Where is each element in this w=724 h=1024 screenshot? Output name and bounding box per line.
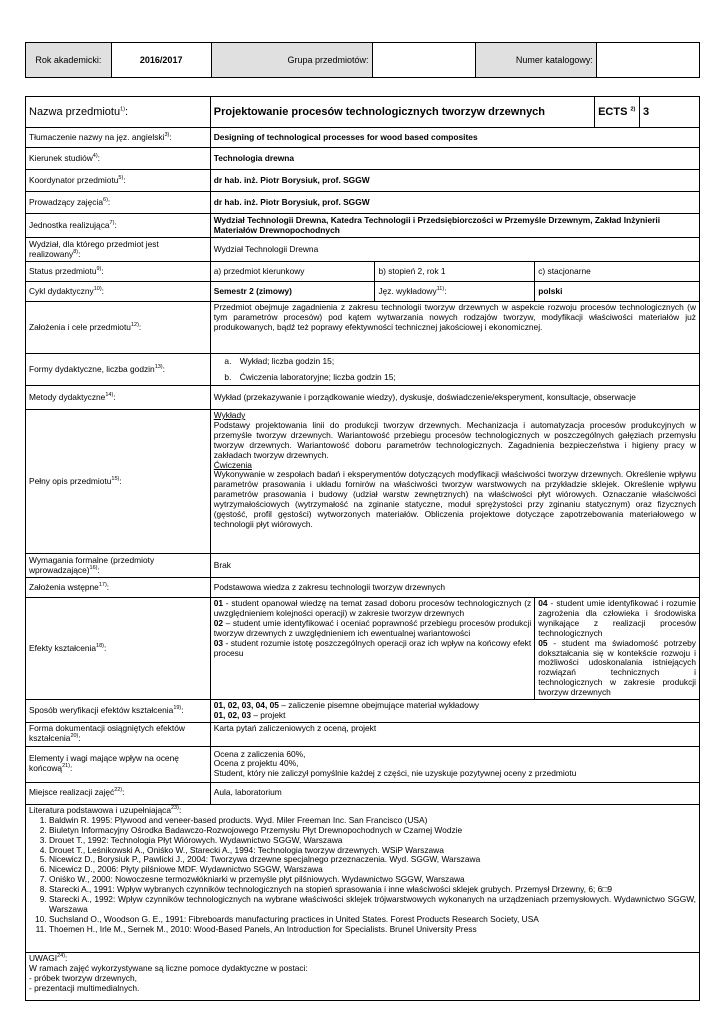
zalozenia-label: Założenia i cele przedmiotu$^{12)}$: bbox=[26, 302, 211, 354]
literatura-item: 7. Oniśko W., 2000: Nowoczesne termozwłókniarki w przemyśle płyt pilśniowych. Wydawnictwo SGGW, Warszawa bbox=[49, 875, 696, 885]
metody-value: Wykład (przekazywanie i porządkowanie wiedzy), dyskusje, doświadczenie/eksperyment, konsultacje, obserwacje bbox=[210, 386, 699, 410]
elementy-value: Ocena z zaliczenia 60%, Ocena z projektu 40%, Student, który nie zaliczył pomyślnie każdej z części, nie uzyskuje pozytywnej oceny z przedmiotu bbox=[210, 746, 699, 782]
literatura-cell bbox=[26, 804, 700, 952]
koordynator-value: dr hab. inż. Piotr Borysiuk, prof. SGGW bbox=[210, 170, 699, 192]
efekty-right bbox=[535, 598, 700, 700]
jednostka-value: Wydział Technologii Drewna, Katedra Technologii i Przedsiębiorczości w Przemyśle Drzewnym, Zakład Inżynierii Materiałów Drewnopochodnych bbox=[210, 214, 699, 238]
grupa-value bbox=[372, 43, 475, 78]
status-b: b) stopień 2, rok 1 bbox=[375, 262, 535, 282]
forma-item: a. Wykład; liczba godzin 15; bbox=[234, 357, 696, 367]
efekt-item: 04 - student umie identyfikować i rozumie zagrożenia dla człowieka i środowiska wynikające z realizacji procesów technologicznych bbox=[538, 598, 696, 638]
literatura-item: 10. Suchsland O., Woodson G. E., 1991: Fibreboards manufacturing practices in United States. Forest Products Research Society, USA bbox=[49, 915, 696, 925]
efekty-left bbox=[210, 598, 534, 700]
opis-cwiczenia-heading: Ćwiczenia bbox=[213, 459, 252, 470]
literatura-item: 11. Thoemen H., Irle M., Sernek M., 2010: Wood-Based Panels, An Introduction for Specialists. Brunel University Press bbox=[49, 925, 696, 935]
literatura-item: 1. Baldwin R. 1995: Plywood and veneer-based products. Wyd. Miler Freeman Inc. San Francisco (USA) bbox=[49, 816, 696, 826]
efekt-item: 05 - student ma świadomość potrzeby dokształcania się w kontekście rozwoju i możliwości udoskonalania istniejących rozwiązań technicznych i technologicznych w zakresie produkcji tworzyw drzewnych bbox=[538, 637, 696, 698]
forma-item: b. Ćwiczenia laboratoryjne; liczba godzin 15; bbox=[234, 373, 696, 383]
nazwa-value: Projektowanie procesów technologicznych tworzyw drzewnych bbox=[210, 97, 594, 128]
zal-wstepne-label: Założenia wstępne$^{17)}$: bbox=[26, 578, 211, 598]
opis-label: Pełny opis przedmiotu$^{15)}$: bbox=[26, 410, 211, 554]
literatura-item: 5. Nicewicz D., Borysiuk P., Pawlicki J., 2004: Tworzywa drzewne specjalnego przeznaczenia. Wyd. SGGW, Warszawa bbox=[49, 855, 696, 865]
dokumentacja-label: Forma dokumentacji osiągniętych efektów kształcenia$^{20)}$: bbox=[26, 722, 211, 746]
status-a: a) przedmiot kierunkowy bbox=[210, 262, 375, 282]
efekt-item: 03 - student rozumie istotę poszczególnych operacji oraz ich wpływ na końcowy efekt procesu bbox=[213, 637, 532, 658]
opis-cwiczenia-text: Wykonywanie w zespołach badań i eksperymentów dotyczących modyfikacji właściwości tworzyw drzewnych. Określenie wpływu parametrów prasowania i układu fornirów na właściwości tworzyw warstwowych na przykładzie sklejek. Określenie wpływu parametrów prasowania i budowy (udział warstw zewnętrznych) na właściwości płyt wiórowych. Oznaczanie właściwości wytrzymałościowych (wytrzymałość na zginanie statyczne, moduł sprężystości przy zginaniu statycznym) oraz fizycznych (gęstość, profil gęstości) wytworzonych materiałów. Obliczenia projektowe dotyczące zapotrzebowania materiałowego w technologii płyt wiórowych. bbox=[213, 469, 696, 529]
uwagi-label: UWAGI$^{24)}$: bbox=[29, 952, 68, 963]
rok-value: 2016/2017 bbox=[111, 43, 211, 78]
zal-wstepne-value: Podstawowa wiedza z zakresu technologii tworzyw drzewnych bbox=[210, 578, 699, 598]
uwagi-cell: UWAGI$^{24)}$: W ramach zajęć wykorzystywane są liczne pomoce dydaktyczne w postaci: - próbek tworzyw drzewnych, - prezentacji multimedialnych. bbox=[26, 952, 700, 1000]
literatura-item: 9. Starecki A., 1992: Wpływ czynników technologicznych na wybrane właściwości sklejek trójwarstwowych wykonanych na urządzeniach przemysłowych. Wydawnictwo SGGW, Warszawa bbox=[49, 895, 696, 915]
miejsce-label: Miejsce realizacji zajęć$^{22)}$: bbox=[26, 782, 211, 804]
tlumaczenie-label: Tłumaczenie nazwy na jęz. angielski$^{3)}$: bbox=[26, 128, 211, 148]
literatura-item: 2. Biuletyn Informacyjny Ośrodka Badawczo-Rozwojowego Przemysłu Płyt Drewnopochodnych w Czarnej Wodzie bbox=[49, 826, 696, 836]
nazwa-row bbox=[26, 97, 700, 128]
formy-value bbox=[210, 354, 699, 386]
efekt-item: 02 – student umie identyfikować i oceniać poprawność przebiegu procesów produkcji tworzyw drzewnych z uwzględnieniem ich ewentualnej wariantowości bbox=[213, 617, 532, 638]
wydzial-label: Wydział, dla którego przedmiot jest realizowany$^{8)}$: bbox=[26, 238, 211, 262]
rok-label: Rok akademicki: bbox=[26, 43, 112, 78]
elementy-label: Elementy i wagi mające wpływ na ocenę końcową$^{21)}$: bbox=[26, 746, 211, 782]
literatura-label: Literatura podstawowa i uzupełniająca$^{23)}$: bbox=[29, 804, 182, 815]
ects-value: 3 bbox=[640, 97, 700, 128]
kierunek-value: Technologia drewna bbox=[210, 148, 699, 170]
weryfikacja-value: 01, 02, 03, 04, 05 – zaliczenie pisemne obejmujące materiał wykładowy 01, 02, 03 – projekt bbox=[210, 700, 699, 723]
jezyk-value: polski bbox=[535, 282, 700, 302]
nazwa-label: Nazwa przedmiotu$^{1)}$: bbox=[26, 97, 211, 128]
literatura-item: 6. Nicewicz D., 2006: Płyty pilśniowe MDF. Wydawnictwo SGGW, Warszawa bbox=[49, 865, 696, 875]
opis-wyklady-heading: Wykłady bbox=[213, 410, 246, 420]
wydzial-value: Wydział Technologii Drewna bbox=[210, 238, 699, 262]
formy-label: Formy dydaktyczne, liczba godzin$^{13)}$: bbox=[26, 354, 211, 386]
tlumaczenie-value: Designing of technological processes for wood based composites bbox=[210, 128, 699, 148]
metody-label: Metody dydaktyczne$^{14)}$: bbox=[26, 386, 211, 410]
weryfikacja-label: Sposób weryfikacji efektów kształcenia$^{19)}$: bbox=[26, 700, 211, 723]
miejsce-value: Aula, laboratorium bbox=[210, 782, 699, 804]
wymagania-label: Wymagania formalne (przedmioty wprowadzające)$^{16)}$: bbox=[26, 554, 211, 578]
efekt-item: 01 - student opanował wiedzę na temat zasad doboru procesów technologicznych (z uwzględnieniem kolejności operacji) w zakresie tworzyw drzewnych bbox=[213, 598, 532, 618]
koordynator-label: Koordynator przedmiotu$^{5)}$: bbox=[26, 170, 211, 192]
numer-label: Numer katalogowy: bbox=[475, 43, 596, 78]
prowadzacy-label: Prowadzący zajęcia$^{6)}$: bbox=[26, 192, 211, 214]
literatura-list bbox=[29, 816, 696, 935]
opis-wyklady-text: Podstawy projektowania linii do produkcji tworzyw drzewnych. Mechanizacja i automatyzacja procesów produkcyjnych w przemyśle tworzyw drzewnych. Wariantowość przebiegu procesów technologicznych w poszczególnych gałęziach przemysłu tworzyw drzewnych. Wariantowość doboru parametrów technologicznych. Zagadnienia bezpieczeństwa i higieny pracy w zakładach tworzyw drzewnych. bbox=[213, 419, 696, 460]
efekty-label: Efekty kształcenia$^{18)}$: bbox=[26, 598, 211, 700]
prowadzacy-value: dr hab. inż. Piotr Borysiuk, prof. SGGW bbox=[210, 192, 699, 214]
literatura-item: 3. Drouet T., 1992: Technologia Płyt Wiórowych. Wydawnictwo SGGW, Warszawa bbox=[49, 836, 696, 846]
zalozenia-value: Przedmiot obejmuje zagadnienia z zakresu technologii tworzyw drzewnych w aspekcie rozwoju procesów technologicznych (w tym parametrów procesów) pod kątem wytwarzania nowych rodzajów tworzyw, modyfikacji właściwości materiałów już produkowanych, bądź też poprawy efektywności technicznej jakościowej i ekonomicznej. bbox=[210, 302, 699, 354]
literatura-item: 8. Starecki A., 1991: Wpływ wybranych czynników technologicznych na stopień sprasowania i inne właściwości sklejek grubych. Przemysł Drzewny, 6; 6□9 bbox=[49, 885, 696, 895]
ects-label: ECTS $^{2)}$ bbox=[595, 97, 640, 128]
cykl-label: Cykl dydaktyczny$^{10)}$: bbox=[26, 282, 211, 302]
course-table bbox=[25, 96, 700, 1001]
jezyk-label: Jęz. wykładowy$^{11)}$: bbox=[375, 282, 535, 302]
grupa-label: Grupa przedmiotów: bbox=[211, 43, 372, 78]
header-table bbox=[25, 42, 700, 78]
literatura-item: 4. Drouet T., Leśnikowski A., Oniśko W., Starecki A., 1994: Technologia tworzyw drzewnych. WSiP Warszawa bbox=[49, 846, 696, 856]
wymagania-value: Brak bbox=[210, 554, 699, 578]
kierunek-label: Kierunek studiów$^{4)}$: bbox=[26, 148, 211, 170]
dokumentacja-value: Karta pytań zaliczeniowych z oceną, projekt bbox=[210, 722, 699, 746]
jednostka-label: Jednostka realizująca$^{7)}$: bbox=[26, 214, 211, 238]
numer-value bbox=[596, 43, 699, 78]
status-c: c) stacjonarne bbox=[535, 262, 700, 282]
status-label: Status przedmiotu$^{9)}$: bbox=[26, 262, 211, 282]
cykl-value: Semestr 2 (zimowy) bbox=[210, 282, 375, 302]
opis-value bbox=[210, 410, 699, 554]
